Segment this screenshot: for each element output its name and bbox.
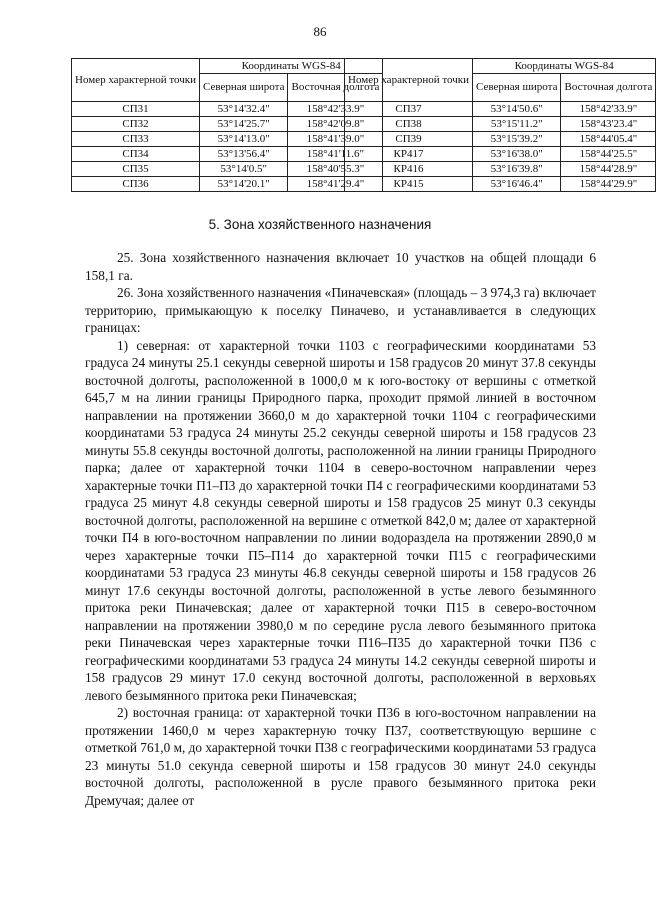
- header-lat: Северная широта: [473, 74, 561, 102]
- point-number-cell: КР417: [345, 147, 473, 162]
- latitude-cell: 53°16'46.4": [473, 177, 561, 192]
- longitude-cell: 158°44'25.5": [561, 147, 656, 162]
- point-number-cell: СП39: [345, 132, 473, 147]
- body-text: [85, 249, 596, 809]
- latitude-cell: 53°14'50.6": [473, 102, 561, 117]
- latitude-cell: 53°15'39.2": [473, 132, 561, 147]
- header-lon: Восточная долгота: [288, 74, 383, 102]
- latitude-cell: 53°15'11.2": [473, 117, 561, 132]
- table-row: [345, 132, 656, 147]
- latitude-cell: 53°14'0.5": [200, 162, 288, 177]
- longitude-cell: 158°42'33.9": [561, 102, 656, 117]
- point-number-cell: СП32: [72, 117, 200, 132]
- table-row: [345, 102, 656, 117]
- point-number-cell: СП38: [345, 117, 473, 132]
- point-number-cell: СП36: [72, 177, 200, 192]
- page-number: 86: [313, 24, 327, 39]
- longitude-cell: 158°41'11.6": [288, 147, 383, 162]
- header-coords: Координаты WGS-84: [200, 59, 383, 74]
- table-body-left: [72, 102, 383, 192]
- table-row: [345, 117, 656, 132]
- table-row: [72, 117, 383, 132]
- longitude-cell: 158°41'39.0": [288, 132, 383, 147]
- longitude-cell: 158°40'55.3": [288, 162, 383, 177]
- latitude-cell: 53°14'25.7": [200, 117, 288, 132]
- header-lon: Восточная долгота: [561, 74, 656, 102]
- longitude-cell: 158°41'29.4": [288, 177, 383, 192]
- coordinates-table-right: [344, 58, 656, 192]
- table-body-right: [345, 102, 656, 192]
- table-row: [345, 162, 656, 177]
- point-number-cell: СП37: [345, 102, 473, 117]
- latitude-cell: 53°14'32.4": [200, 102, 288, 117]
- longitude-cell: 158°42'09.8": [288, 117, 383, 132]
- header-point-number: Номер характерной точки: [345, 59, 473, 102]
- header-point-number: Номер характерной точки: [72, 59, 200, 102]
- latitude-cell: 53°14'13.0": [200, 132, 288, 147]
- table-row: [72, 177, 383, 192]
- point-number-cell: СП33: [72, 132, 200, 147]
- point-number-cell: СП34: [72, 147, 200, 162]
- paragraph: 2) восточная граница: от характерной точки П36 в юго-восточном направлении на протяжении 1460,0 м через характерную точку П37, соответствующую вершине с отметкой 761,0 м, до характерной точки П38 с географическими координатами 53 градуса 23 минуты 51.0 секунда северной широты и 158 градусов 30 минут 24.0 секунды восточной долготы, расположенной в русле правого безымянного притока реки Дремучая; далее от: [85, 705, 596, 808]
- table-row: [72, 102, 383, 117]
- latitude-cell: 53°13'56.4": [200, 147, 288, 162]
- longitude-cell: 158°43'23.4": [561, 117, 656, 132]
- section-title: 5. Зона хозяйственного назначения: [208, 217, 432, 232]
- longitude-cell: 158°42'33.9": [288, 102, 383, 117]
- longitude-cell: 158°44'28.9": [561, 162, 656, 177]
- point-number-cell: СП35: [72, 162, 200, 177]
- longitude-cell: 158°44'05.4": [561, 132, 656, 147]
- latitude-cell: 53°16'38.0": [473, 147, 561, 162]
- table-row: [72, 162, 383, 177]
- latitude-cell: 53°14'20.1": [200, 177, 288, 192]
- table-row: [72, 132, 383, 147]
- point-number-cell: СП31: [72, 102, 200, 117]
- table-row: [345, 147, 656, 162]
- coordinates-table-left: [71, 58, 383, 192]
- point-number-cell: КР415: [345, 177, 473, 192]
- latitude-cell: 53°16'39.8": [473, 162, 561, 177]
- paragraph: 1) северная: от характерной точки 1103 с географическими координатами 53 градуса 24 минуты 25.1 секунды северной широты и 158 градусов 20 минут 37.8 секунды восточной долготы, расположенной в 1000,0 м к юго-востоку от вершины с отметкой 645,7 м на линии границы Природного парка, проходит прямой линией в восточном направлении на протяжении 3660,0 м до характерной точки 1104 с географическими координатами 53 градуса 24 минуты 25.2 секунды северной широты и 158 градусов 23 минуты 55.8 секунды восточной долготы, расположенной на линии границы Природного парка; далее от характерной точки 1104 в северо-восточном направлении через характерные точки П1–П3 до характерной точки П4 с географическими координатами 53 градуса 25 минут 4.8 секунды северной широты и 158 градусов 25 минут 0.3 секунды восточной долготы, расположенной на вершине с отметкой 842,0 м; далее от характерной точки П4 в юго-восточном направлении по линии водораздела на протяжении 2890,0 м через характерные точки П5–П14 до характерной точки П15 с географическими координатами 53 градуса 23 минуты 46.8 секунды северной широты и 158 градусов 26 минут 17.6 секунды восточной долготы, расположенной в устье левого безымянного притока реки Пиначевская; далее от характерной точки П15 в северо-восточном направлении на протяжении 3980,0 м по середине русла левого безымянного притока реки Пиначевская через характерные точки П16–П35 до характерной точки П36 с географическими координатами 53 градуса 24 минуты 14.2 секунды северной широты и 158 градусов 29 минут 17.0 секунд восточной долготы, расположенной в верховьях левого безымянного притока реки Пиначевская;: [85, 337, 596, 703]
- longitude-cell: 158°44'29.9": [561, 177, 656, 192]
- header-coords: Координаты WGS-84: [473, 59, 656, 74]
- paragraph: 25. Зона хозяйственного назначения включает 10 участков на общей площади 6 158,1 га.: [85, 250, 596, 283]
- table-row: [72, 147, 383, 162]
- paragraph: 26. Зона хозяйственного назначения «Пиначевская» (площадь – 3 974,3 га) включает территорию, примыкающую к поселку Пиначево, и устанавливается в следующих границах:: [85, 285, 596, 335]
- point-number-cell: КР416: [345, 162, 473, 177]
- table-row: [345, 177, 656, 192]
- header-lat: Северная широта: [200, 74, 288, 102]
